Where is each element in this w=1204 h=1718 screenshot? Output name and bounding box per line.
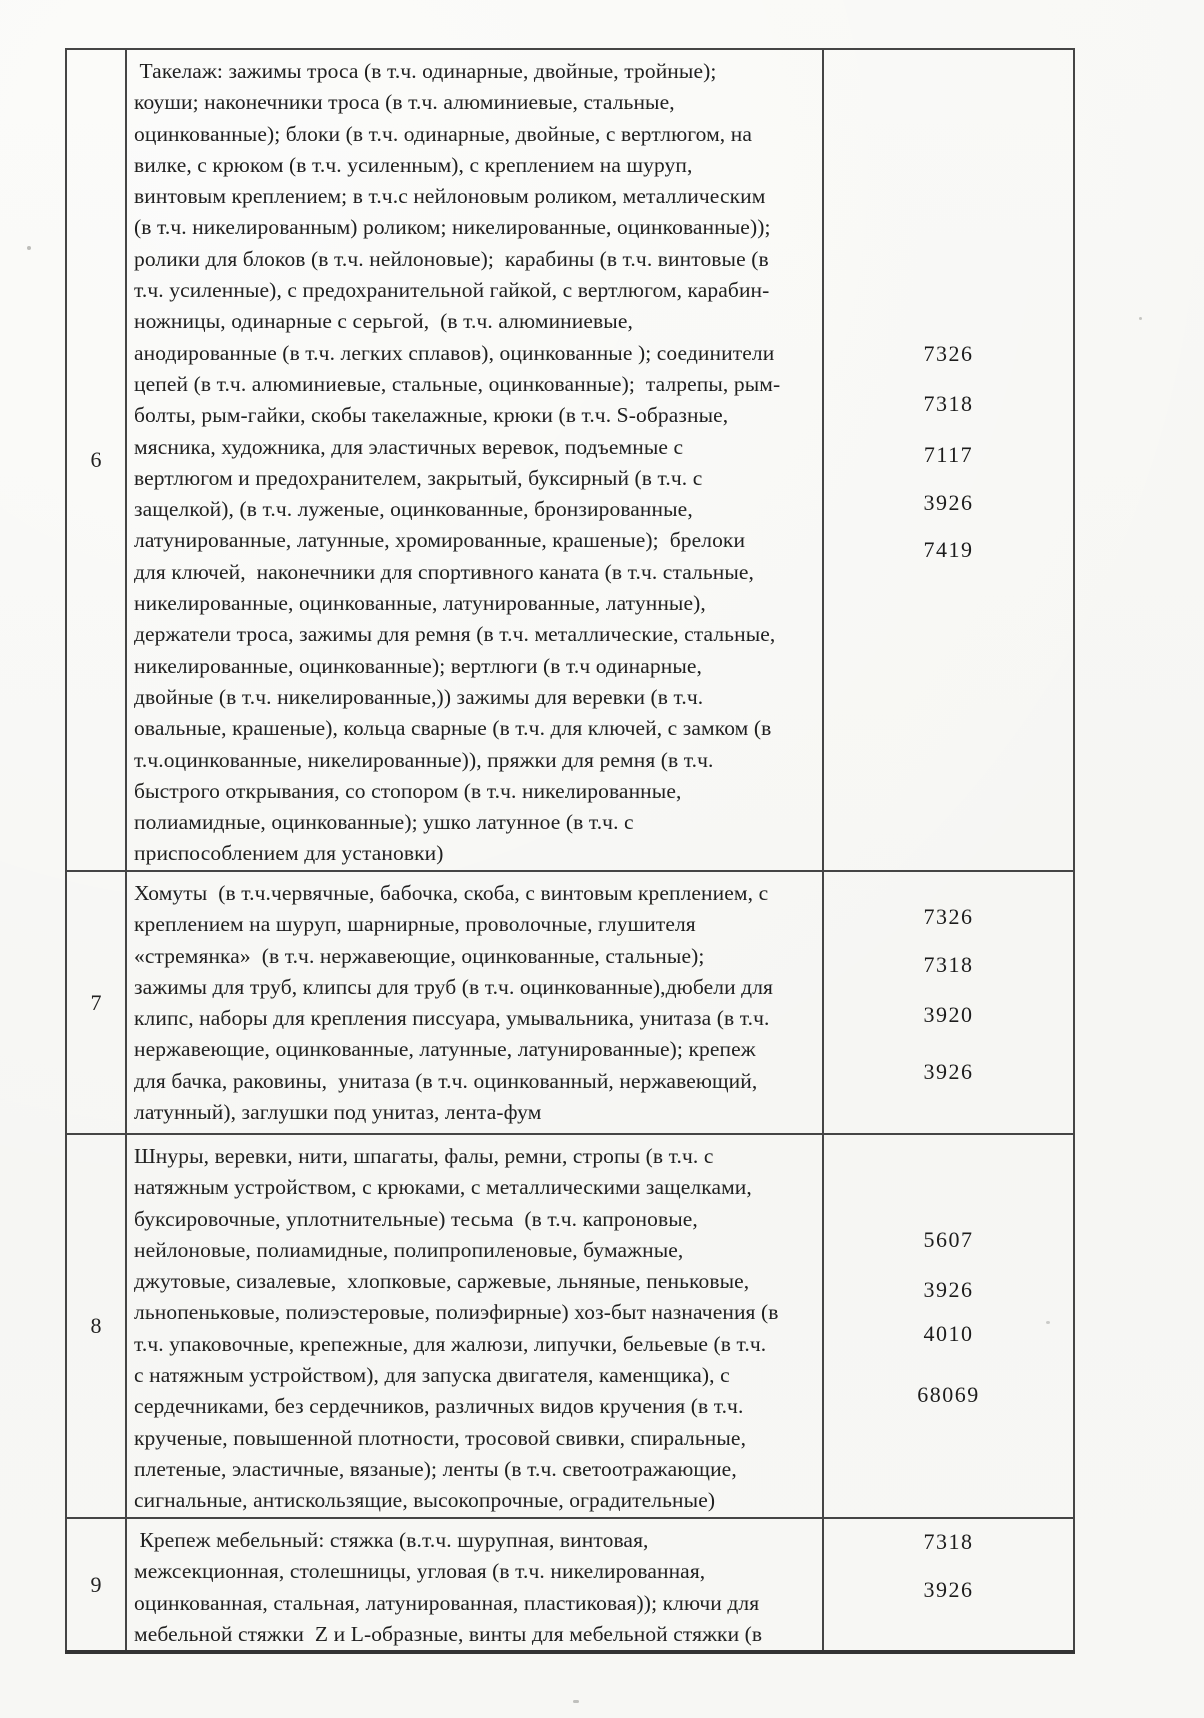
hs-code: 3926 <box>923 1059 974 1084</box>
table-body <box>66 49 1074 1652</box>
row-number-cell: 6 <box>66 49 126 871</box>
description-line: натяжным устройством, с крюками, с металлическими защелками, <box>134 1175 752 1200</box>
description-line: приспособлением для установки) <box>134 841 444 866</box>
description-line: полиамидные, оцинкованные); ушко латунное (в т.ч. с <box>134 810 634 835</box>
description-line: вилке, с крюком (в т.ч. усиленным), с креплением на шуруп, <box>134 152 693 177</box>
description-line: джутовые, сизалевые, хлопковые, саржевые, льняные, пеньковые, <box>134 1269 750 1294</box>
description-line: для бачка, раковины, унитаза (в т.ч. оцинкованный, нержавеющий, <box>134 1068 758 1093</box>
description-line: т.ч.оцинкованные, никелированные)), пряжки для ремня (в т.ч. <box>134 747 714 772</box>
hs-code: 68069 <box>917 1382 980 1407</box>
hs-code: 7419 <box>923 537 974 562</box>
description-line: плетеные, эластичные, вязаные); ленты (в т.ч. светоотражающие, <box>134 1456 737 1481</box>
row-description-cell <box>126 1134 823 1518</box>
description-line: винтовым креплением; в т.ч.с нейлоновым роликом, металлическим <box>134 184 766 209</box>
description-line: болты, рым-гайки, скобы такелажные, крюки (в т.ч. S-образные, <box>134 403 729 428</box>
scan-speckle <box>1139 317 1142 320</box>
description-line: латунный), заглушки под унитаз, лента-фум <box>134 1100 542 1125</box>
goods-classification-table <box>65 48 1075 1654</box>
row-number-cell: 7 <box>66 871 126 1134</box>
hs-code: 3926 <box>923 490 974 515</box>
row-description-cell <box>126 49 823 871</box>
row-codes-cell <box>823 871 1074 1134</box>
description-line: Шнуры, веревки, нити, шпагаты, фалы, ремни, стропы (в т.ч. с <box>134 1144 714 1168</box>
row-codes-cell <box>823 1518 1074 1652</box>
description-line: «стремянка» (в т.ч. нержавеющие, оцинкованные, стальные); <box>134 943 705 968</box>
description-line: Крепеж мебельный: стяжка (в.т.ч. шурупная, винтовая, <box>134 1528 649 1552</box>
description-line: т.ч. упаковочные, крепежные, для жалюзи, липучки, бельевые (в т.ч. <box>134 1331 767 1356</box>
scan-speckle <box>1046 1321 1050 1324</box>
description-line: (в т.ч. никелированным) роликом; никелированные, оцинкованные)); <box>134 215 771 240</box>
description-line: Хомуты (в т.ч.червячные, бабочка, скоба, с винтовым креплением, с <box>134 881 769 905</box>
row-codes-cell <box>823 49 1074 871</box>
hs-code: 5607 <box>923 1227 974 1252</box>
table-row <box>66 1134 1074 1518</box>
row-description-cell <box>126 871 823 1134</box>
codes-wrap <box>824 1519 1073 1650</box>
description-line: межсекционная, столешницы, угловая (в т.ч. никелированная, <box>134 1559 706 1584</box>
codes-wrap <box>824 872 1073 1133</box>
table-row <box>66 49 1074 871</box>
description-line: коуши; наконечники троса (в т.ч. алюминиевые, стальные, <box>134 90 675 115</box>
description-line: мебельной стяжки Z и L-образные, винты для мебельной стяжки (в <box>134 1621 763 1646</box>
description-line: льнопеньковые, полиэстеровые, полиэфирные) хоз-быт назначения (в <box>134 1300 779 1325</box>
description-line: овальные, крашеные), кольца сварные (в т.ч. для ключей, с замком (в <box>134 716 772 741</box>
description-line: буксировочные, уплотнительные) тесьма (в т.ч. капроновые, <box>134 1206 698 1231</box>
hs-code: 7318 <box>923 1529 974 1554</box>
description-line: креплением на шуруп, шарнирные, проволочные, глушителя <box>134 912 696 937</box>
description-line: клипс, наборы для крепления писсуара, умывальника, унитаза (в т.ч. <box>134 1006 770 1031</box>
description-line: двойные (в т.ч. никелированные,)) зажимы для веревки (в т.ч. <box>134 684 704 709</box>
description-line: оцинкованная, стальная, латунированная, пластиковая)); ключи для <box>134 1590 760 1615</box>
scan-speckle <box>27 246 31 250</box>
codes-wrap <box>824 50 1073 870</box>
hs-code: 4010 <box>923 1321 974 1346</box>
description-line: мясника, художника, для эластичных веревок, подъемные с <box>134 434 684 459</box>
hs-code: 3920 <box>923 1002 974 1027</box>
description-line: нейлоновые, полиамидные, полипропиленовые, бумажные, <box>134 1237 684 1262</box>
description-line: латунированные, латунные, хромированные, крашеные); брелоки <box>134 528 746 553</box>
row-codes-cell <box>823 1134 1074 1518</box>
hs-code: 7117 <box>923 442 974 467</box>
hs-code: 7318 <box>923 391 974 416</box>
hs-code: 7326 <box>923 904 974 929</box>
hs-code: 3926 <box>923 1577 974 1602</box>
description-line: нержавеющие, оцинкованные, латунные, латунированные); крепеж <box>134 1037 756 1062</box>
description-line: для ключей, наконечники для спортивного каната (в т.ч. стальные, <box>134 559 755 584</box>
description-line: т.ч. усиленные), с предохранительной гайкой, с вертлюгом, карабин- <box>134 278 770 303</box>
description-line: держатели троса, зажимы для ремня (в т.ч. металлические, стальные, <box>134 622 776 647</box>
description-line: с натяжным устройством), для запуска двигателя, каменщика), с <box>134 1363 730 1388</box>
description-line: цепей (в т.ч. алюминиевые, стальные, оцинкованные); талрепы, рым- <box>134 371 781 396</box>
description-line: ролики для блоков (в т.ч. нейлоновые); карабины (в т.ч. винтовые (в <box>134 246 769 271</box>
table-row <box>66 871 1074 1134</box>
description-line: никелированные, оцинкованные); вертлюги (в т.ч одинарные, <box>134 653 703 678</box>
row-number-cell: 8 <box>66 1134 126 1518</box>
description-line: зажимы для труб, клипсы для труб (в т.ч. оцинкованные),дюбели для <box>134 974 774 999</box>
description-line: ножницы, одинарные с серьгой, (в т.ч. алюминиевые, <box>134 309 633 334</box>
description-line: сигнальные, антискользящие, высокопрочные, оградительные) <box>134 1488 716 1513</box>
row-number-cell: 9 <box>66 1518 126 1652</box>
description-line: оцинкованные); блоки (в т.ч. одинарные, двойные, с вертлюгом, на <box>134 121 752 146</box>
hs-code: 7318 <box>923 952 974 977</box>
scan-speckle <box>573 1700 579 1703</box>
description-line: защелкой), (в т.ч. луженые, оцинкованные, бронзированные, <box>134 497 693 522</box>
description-line: вертлюгом и предохранителем, закрытый, буксирный (в т.ч. с <box>134 465 703 490</box>
codes-wrap <box>824 1135 1073 1517</box>
row-description-cell <box>126 1518 823 1652</box>
description-line: анодированные (в т.ч. легких сплавов), оцинкованные ); соединители <box>134 340 775 365</box>
description-line: крученые, повышенной плотности, тросовой свивки, спиральные, <box>134 1425 747 1450</box>
description-line: быстрого открывания, со стопором (в т.ч. никелированные, <box>134 778 682 803</box>
description-line: Такелаж: зажимы троса (в т.ч. одинарные, двойные, тройные); <box>134 59 717 83</box>
hs-code: 3926 <box>923 1277 974 1302</box>
description-line: сердечниками, без сердечников, различных видов кручения (в т.ч. <box>134 1394 744 1419</box>
description-line: никелированные, оцинкованные, латунированные, латунные), <box>134 591 706 616</box>
hs-code: 7326 <box>923 341 974 366</box>
table-row <box>66 1518 1074 1652</box>
